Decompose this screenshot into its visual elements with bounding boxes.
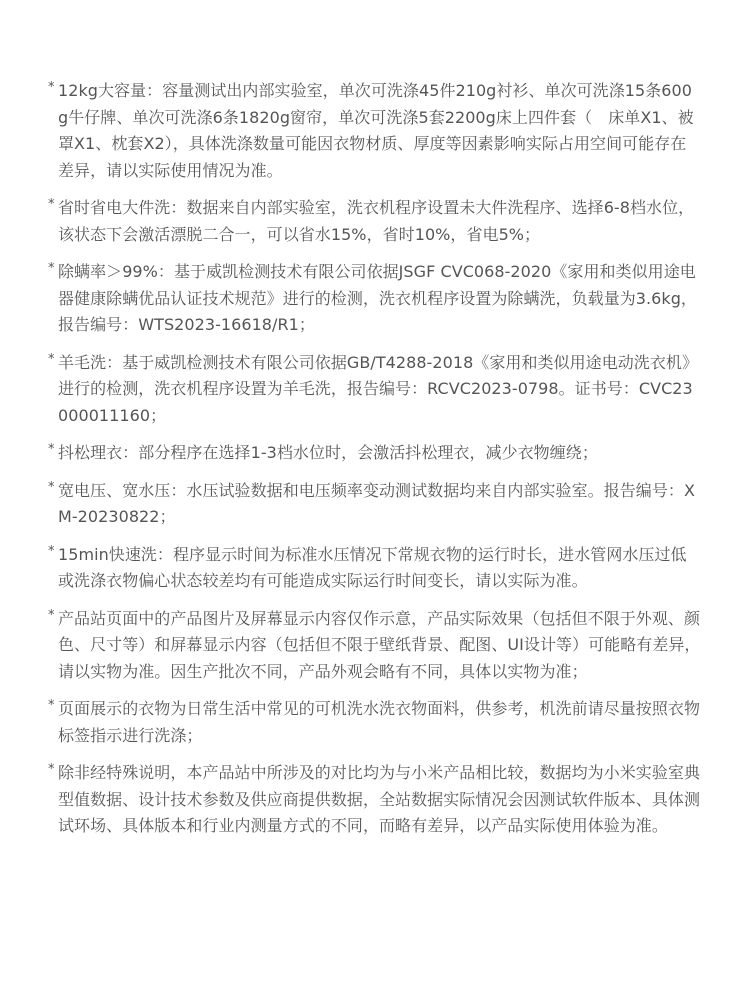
note-text: 页面展示的衣物为日常生活中常见的可机洗水洗衣物面料，供参考，机洗前请尽量按照衣物标签指示进行洗涤； bbox=[58, 699, 701, 745]
note-marker: * bbox=[48, 607, 55, 623]
note-product-images bbox=[48, 606, 702, 686]
note-marker: * bbox=[48, 80, 55, 95]
note-untangle bbox=[48, 440, 702, 467]
note-text: 12kg大容量：容量测试出内部实验室，单次可洗涤45件210g衬衫、单次可洗涤15条600g牛仔牌、单次可洗涤6条1820g窗帘，单次可洗涤5套2200g床上四件套（ 床单X1、被罩X1、枕套X2），具体洗涤数量可能因衣物材质、厚度等因素影响实际占用空间可能存在差异，请以实际使用情况为准。 bbox=[58, 81, 694, 180]
note-clothing-display bbox=[48, 696, 702, 749]
note-quick-wash bbox=[48, 542, 702, 595]
note-marker: * bbox=[48, 261, 55, 276]
note-capacity bbox=[48, 78, 702, 184]
note-text: 15min快速洗：程序显示时间为标准水压情况下常规衣物的运行时长，进水管网水压过低或洗涤衣物偏心状态较差均有可能造成实际运行时间变长，请以实际为准。 bbox=[58, 544, 687, 590]
note-text: 省时省电大件洗：数据来自内部实验室，洗衣机程序设置未大件洗程序、选择6-8档水位，该状态下会激活漂脱二合一，可以省水15%，省时10%，省电5%； bbox=[58, 198, 695, 244]
note-text: 宽电压、宽水压：水压试验数据和电压频率变动测试数据均来自内部实验室。报告编号：XM-20230822； bbox=[58, 480, 695, 526]
note-wool-wash bbox=[48, 350, 702, 430]
note-marker: * bbox=[48, 698, 55, 713]
note-marker: * bbox=[48, 479, 55, 495]
note-text: 除非经特殊说明，本产品站中所涉及的对比均为与小米产品相比较，数据均为小米实验室典型值数据、设计技术参数及供应商提供数据，全站数据实际情况会因测试软件版本、具体测试环场、具体版本和行业内测量方式的不同，而略有差异，以产品实际使用体验为准。 bbox=[58, 763, 701, 835]
note-marker: * bbox=[48, 351, 55, 367]
note-wide-voltage bbox=[48, 478, 702, 531]
note-comparison-basis bbox=[48, 760, 702, 840]
note-marker: * bbox=[48, 762, 55, 777]
note-marker: * bbox=[48, 197, 55, 212]
note-text: 羊毛洗：基于威凯检测技术有限公司依据GB/T4288-2018《家用和类似用途电动洗衣机》进行的检测，洗衣机程序设置为羊毛洗，报告编号：RCVC2023-0798。证书号：CVC23000011160； bbox=[58, 352, 699, 425]
note-energy-saving bbox=[48, 195, 702, 248]
note-text: 抖松理衣：部分程序在选择1-3档水位时，会激活抖松理衣，减少衣物缠绕； bbox=[58, 443, 598, 462]
note-mite-removal bbox=[48, 259, 702, 339]
note-text: 除螨率＞99%：基于威凯检测技术有限公司依据JSGF CVC068-2020《家用和类似用途电器健康除螨优品认证技术规范》进行的检测，洗衣机程序设置为除螨洗，负载量为3.6kg，报告编号：WTS2023-16618/R1； bbox=[58, 262, 697, 334]
note-text: 产品站页面中的产品图片及屏幕显示内容仅作示意，产品实际效果（包括但不限于外观、颜色、尺寸等）和屏幕显示内容（包括但不限于壁纸背景、配图、UI设计等）可能略有差异，请以实物为准。因生产批次不同，产品外观会略有不同，具体以实物为准； bbox=[58, 608, 701, 681]
note-marker: * bbox=[48, 442, 55, 457]
note-marker: * bbox=[48, 543, 55, 559]
